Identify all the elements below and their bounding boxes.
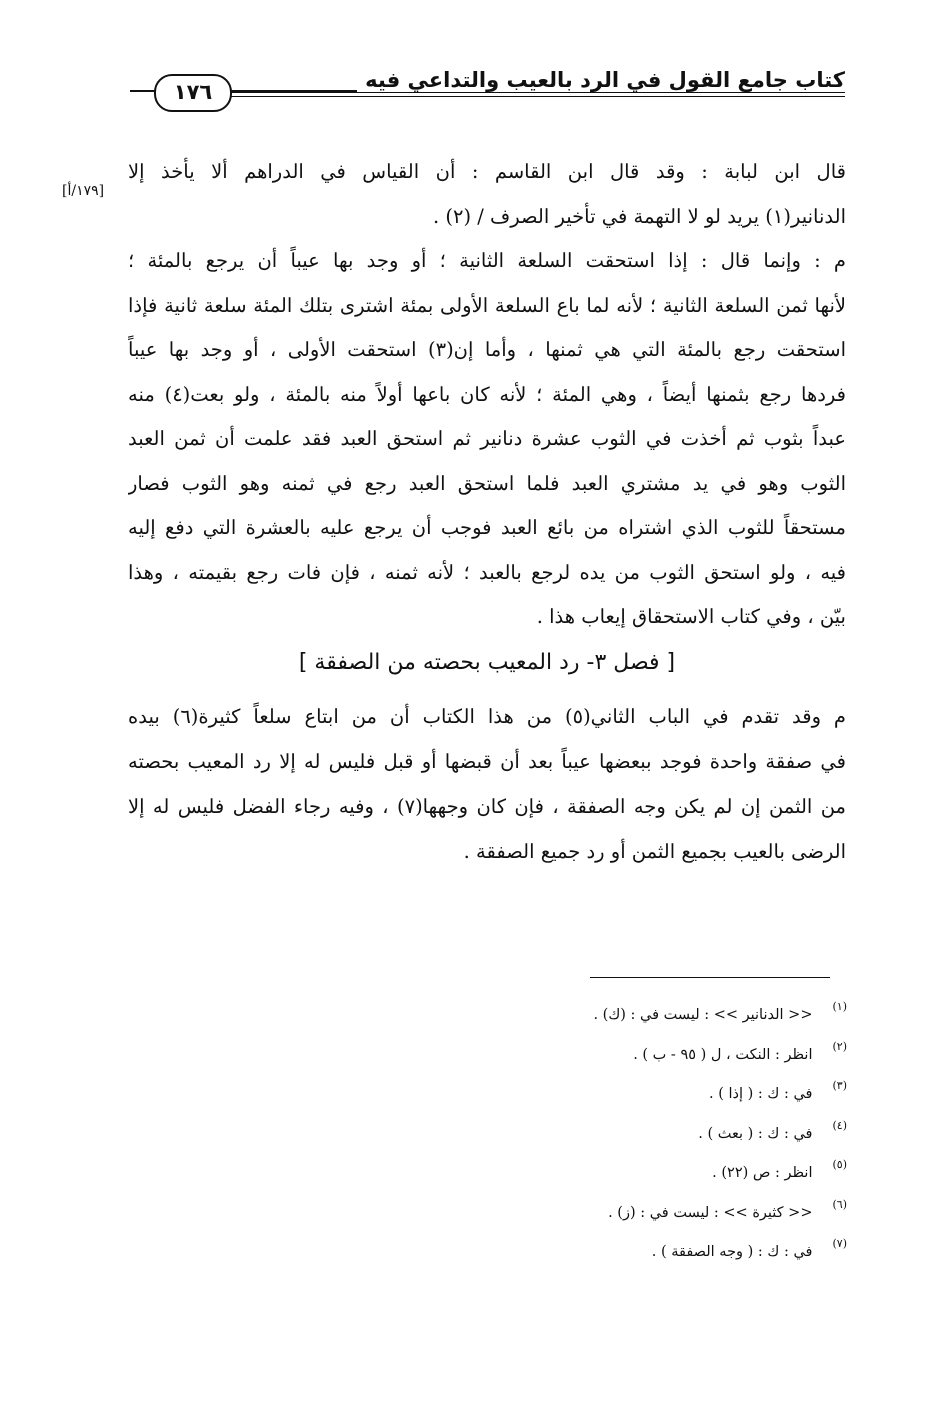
text-line: الرضى بالعيب بجميع الثمن أو رد جميع الصفقة .	[463, 840, 846, 863]
header-tail-rule	[130, 90, 156, 92]
footnote-text: << كثيرة >> : ليست في : (ز) .	[608, 1204, 813, 1221]
text-line: لأنها ثمن السلعة الثانية ؛ لأنه لما باع السلعة الأولى بمئة اشترى بتلك المئة سلعة ثانية فإذا	[128, 293, 846, 317]
footnote-separator	[590, 977, 830, 978]
footnote	[447, 1154, 847, 1194]
footnote	[447, 1075, 847, 1115]
running-title: كتاب جامع القول في الرد بالعيب والتداعي فيه	[357, 68, 845, 92]
footnote	[447, 1115, 847, 1155]
text-line: فيه ، ولو استحق الثوب من يده لرجع بالعبد ؛ لأنه ثمنه ، فإن فات رجع بقيمته ، وهذا	[128, 560, 846, 584]
text-line: من الثمن إن لم يكن وجه الصفقة ، فإن كان وجهها(٧) ، وفيه رجاء الفضل فليس له إلا	[128, 795, 846, 818]
text-line: قال ابن لبابة : وقد قال ابن القاسم : أن القياس في الدراهم ألا يأخذ إلا	[128, 160, 846, 183]
header-rule-thin	[230, 96, 845, 97]
footnote-text: انظر : النكت ، ل ( ٩٥ - ب ) .	[633, 1046, 813, 1063]
footnote-text: في : ك : ( بعث ) .	[698, 1125, 813, 1142]
main-text-section-1	[128, 150, 846, 640]
text-line: بيّن ، وفي كتاب الاستحقاق إيعاب هذا .	[536, 605, 846, 628]
footnote	[447, 1036, 847, 1076]
footnote-number: (٣)	[832, 1079, 847, 1092]
manuscript-folio-ref: [١٧٩/أ]	[62, 183, 105, 199]
footnote	[447, 1194, 847, 1234]
text-line: مستحقاً للثوب الذي اشتراه من بائع العبد فوجب أن يرجع عليه بالعشرة التي دفع إليه	[128, 516, 846, 539]
footnote-text: في : ك : ( إذا ) .	[709, 1086, 813, 1102]
footnote-number: (٢)	[832, 1039, 847, 1053]
text-line: عبداً بثوب ثم أخذت في الثوب عشرة دنانير ثم استحق العبد فقد علمت أن ثمن العبد	[128, 427, 846, 450]
footnote-text: انظر : ص (٢٢) .	[712, 1165, 813, 1181]
text-line: في صفقة واحدة فوجد ببعضها عيباً بعد أن قبضها أو قبل فليس له إلا رد المعيب بحصته	[128, 750, 846, 773]
main-text-section-2	[128, 694, 846, 874]
text-line: الثوب وهو في يد مشتري العبد فلما استحق العبد رجع في ثمنه وهو الثوب فصار	[128, 471, 846, 495]
text-line: استحقت رجع بالمئة التي هي ثمنها ، وأما إن(٣) استحقت الأولى ، أو وجد بها عيباً	[128, 338, 846, 361]
text-line: م وقد تقدم في الباب الثاني(٥) من هذا الكتاب أن من ابتاع سلعاً كثيرة(٦) بيده	[128, 705, 846, 728]
footnote-text: << الدنانير >> : ليست في : (ك) .	[593, 1007, 813, 1023]
section-heading: [ فصل ٣- رد المعيب بحصته من الصفقة ]	[298, 650, 676, 675]
text-line: الدنانير(١) يريد لو لا التهمة في تأخير الصرف / (٢) .	[432, 204, 846, 228]
footnote-number: (٤)	[832, 1118, 847, 1132]
text-line: م : وإنما قال : إذا استحقت السلعة الثانية ؛ أو وجد بها عيباً أن يرجع بالمئة ؛	[128, 249, 846, 272]
text-line: فردها رجع بثمنها أيضاً ، وهي المئة ؛ لأنه كان باعها أولاً منه بالمئة ، ولو بعت(٤) منه	[128, 382, 846, 406]
footnote-number: (١)	[832, 1000, 847, 1013]
footnotes	[447, 996, 847, 1273]
footnote-text: في : ك : ( وجه الصفقة ) .	[651, 1244, 813, 1260]
footnote	[447, 996, 847, 1036]
footnote-number: (٦)	[832, 1197, 847, 1211]
page-number: ١٧٦	[154, 74, 232, 112]
footnote-number: (٥)	[832, 1158, 847, 1171]
footnote-number: (٧)	[832, 1237, 847, 1250]
page-header	[130, 70, 845, 110]
footnote	[447, 1233, 847, 1273]
